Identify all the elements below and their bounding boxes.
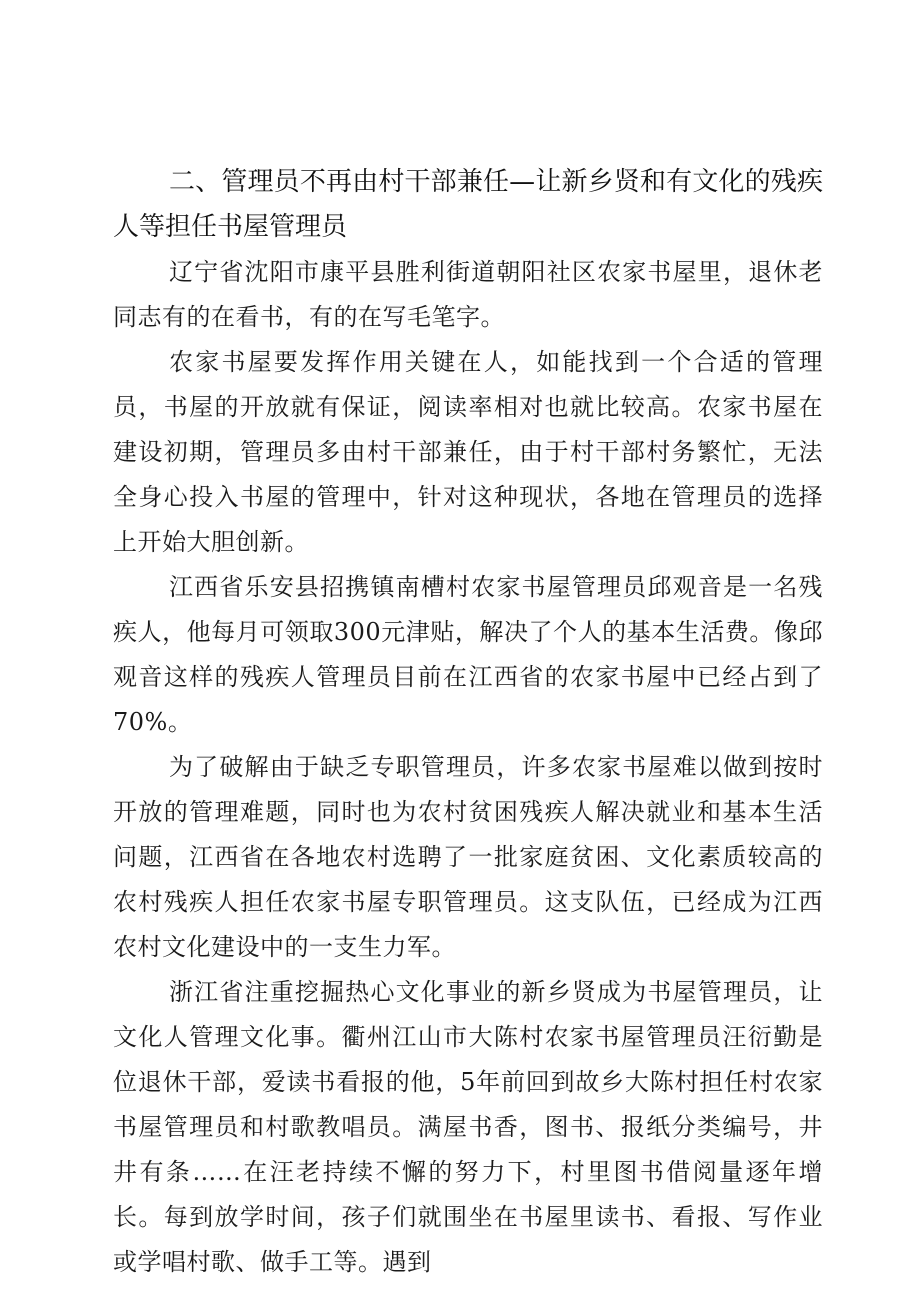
section-heading: 二、管理员不再由村干部兼任—让新乡贤和有文化的残疾人等担任书屋管理员 [113, 167, 823, 242]
paragraph-zhejiang-new-gentry: 浙江省注重挖掘热心文化事业的新乡贤成为书屋管理员，让文化人管理文化事。衢州江山市大陈村农家书屋管理员汪衍勤是位退休干部，爱读书看报的他，5年前回到故乡大陈村担任村农家书屋管理员和村歌教唱员。满屋书香，图书、报纸分类编号，井井有条……在汪老持续不懈的努力下，村里图书借阅量逐年增长。每到放学时间，孩子们就围坐在书屋里读书、看报、写作业或学唱村歌、做手工等。遇到 [113, 978, 823, 1276]
document-body [113, 160, 823, 1285]
paragraph-jiangxi-full-time-managers: 为了破解由于缺乏专职管理员，许多农家书屋难以做到按时开放的管理难题，同时也为农村贫困残疾人解决就业和基本生活问题，江西省在各地农村选聘了一批家庭贫困、文化素质较高的农村残疾人担任农家书屋专职管理员。这支队伍，已经成为江西农村文化建设中的一支生力军。 [113, 753, 823, 961]
paragraph-kangping-reading-room: 辽宁省沈阳市康平县胜利街道朝阳社区农家书屋里，退休老同志有的在看书，有的在写毛笔字。 [113, 258, 823, 331]
paragraph-manager-importance: 农家书屋要发挥作用关键在人，如能找到一个合适的管理员，书屋的开放就有保证，阅读率相对也就比较高。农家书屋在建设初期，管理员多由村干部兼任，由于村干部村务繁忙，无法全身心投入书屋的管理中，针对这种现状，各地在管理员的选择上开始大胆创新。 [113, 348, 823, 556]
paragraph-jiangxi-disabled-manager: 江西省乐安县招携镇南槽村农家书屋管理员邱观音是一名残疾人，他每月可领取300元津贴，解决了个人的基本生活费。像邱观音这样的残疾人管理员目前在江西省的农家书屋中已经占到了70%。 [113, 573, 823, 736]
